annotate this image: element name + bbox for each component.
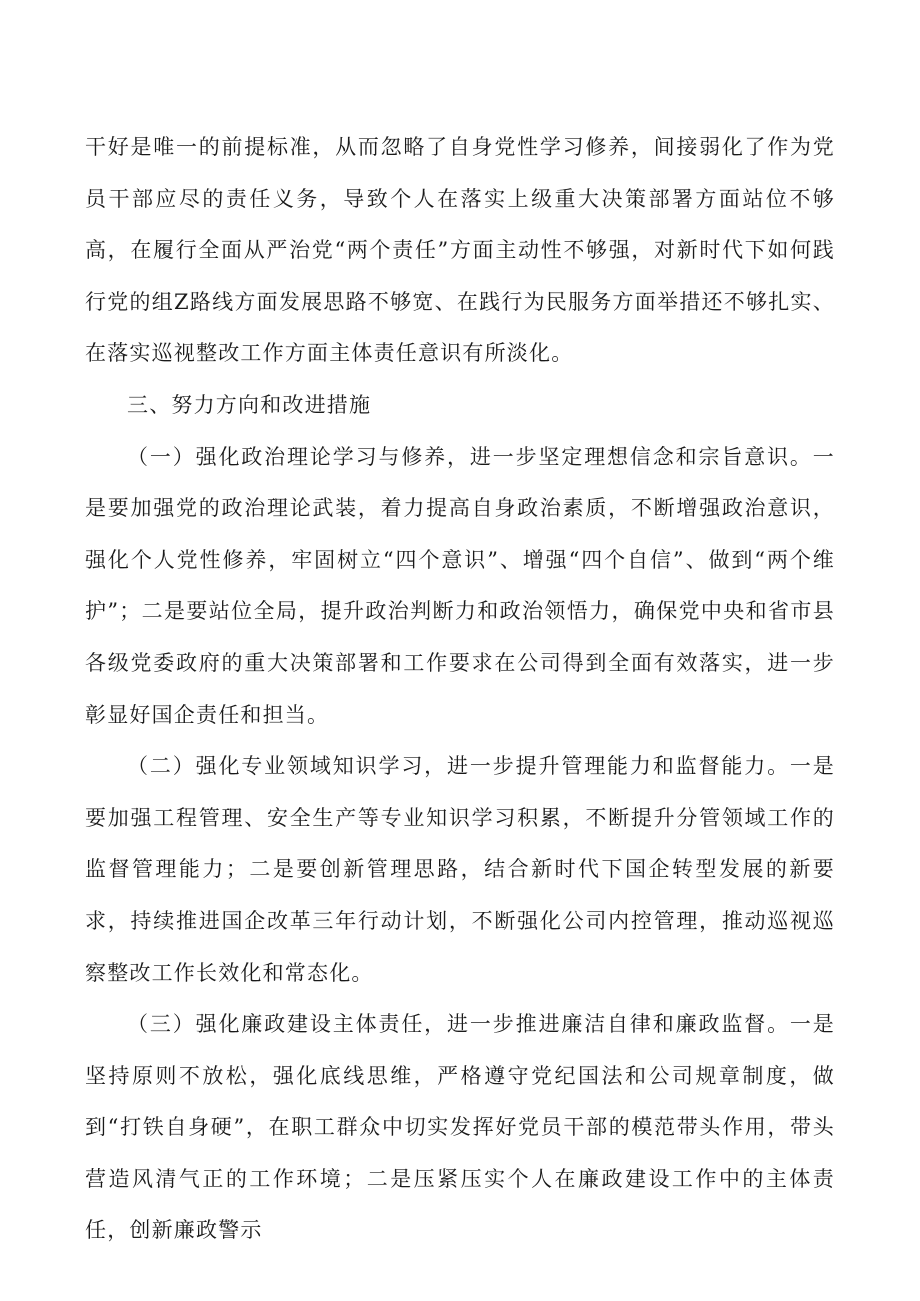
- paragraph-measure-3: （三）强化廉政建设主体责任，进一步推进廉洁自律和廉政监督。一是坚持原则不放松，强化底线思维，严格遵守党纪国法和公司规章制度，做到“打铁自身硬”，在职工群众中切实发挥好党员干部的模范带头作用，带头营造风清气正的工作环境；二是压紧压实个人在廉政建设工作中的主体责任，创新廉政警示: [85, 1012, 835, 1243]
- paragraph-continuation: 干好是唯一的前提标准，从而忽略了自身党性学习修养，间接弱化了作为党员干部应尽的责任义务，导致个人在落实上级重大决策部署方面站位不够高，在履行全面从严治党“两个责任”方面主动性不够强，对新时代下如何践行党的组Z路线方面发展思路不够宽、在践行为民服务方面举措还不够扎实、在落实巡视整改工作方面主体责任意识有所淡化。: [85, 135, 835, 366]
- document-body: [85, 122, 835, 1257]
- paragraph-measure-2: （二）强化专业领域知识学习，进一步提升管理能力和监督能力。一是要加强工程管理、安全生产等专业知识学习积累，不断提升分管领域工作的监督管理能力；二是要创新管理思路，结合新时代下国企转型发展的新要求，持续推进国企改革三年行动计划，不断强化公司内控管理，推动巡视巡察整改工作长效化和常态化。: [85, 754, 835, 985]
- paragraph-measure-1: （一）强化政治理论学习与修养，进一步坚定理想信念和宗旨意识。一是要加强党的政治理论武装，着力提高自身政治素质，不断增强政治意识，强化个人党性修养，牢固树立“四个意识”、增强“四个自信”、做到“两个维护”；二是要站位全局，提升政治判断力和政治领悟力，确保党中央和省市县各级党委政府的重大决策部署和工作要求在公司得到全面有效落实，进一步彰显好国企责任和担当。: [85, 444, 835, 727]
- section-heading: 三、努力方向和改进措施: [127, 392, 372, 417]
